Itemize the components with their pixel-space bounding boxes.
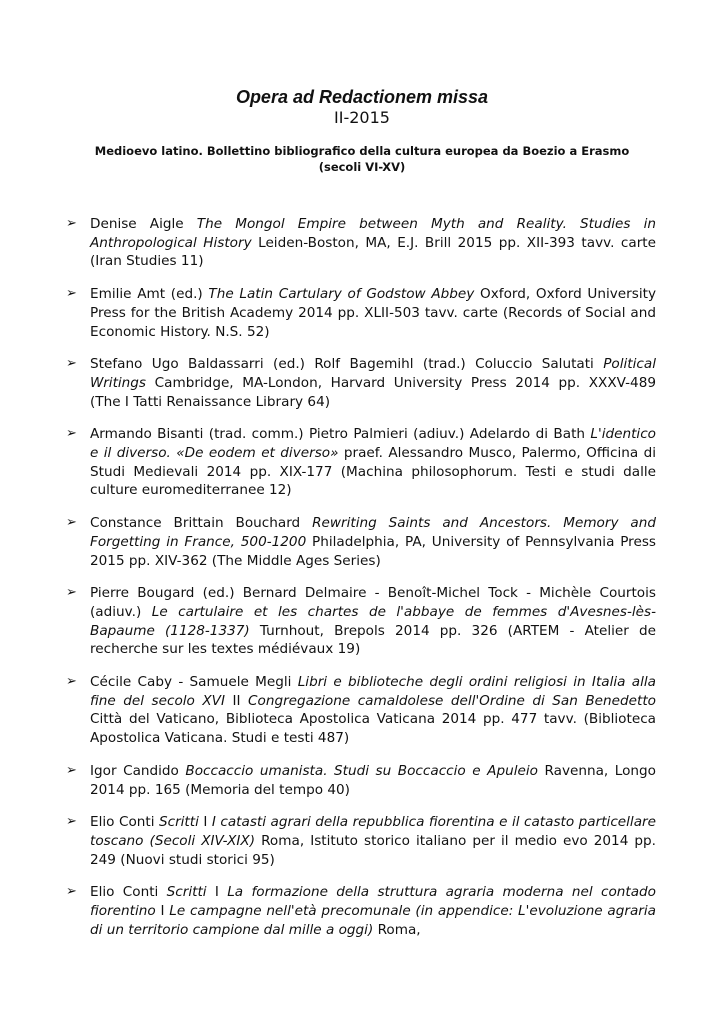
list-item: ➢ Denise Aigle The Mongol Empire between Myth and Reality. Studies in Anthropological History Leiden-Boston, MA, E.J. Brill 2015 pp. XII-393 tavv. carte (Iran Studies 11) [66, 216, 656, 270]
list-item: ➢ Igor Candido Boccaccio umanista. Studi su Boccaccio e Apuleio Ravenna, Longo 2014 pp. 165 (Memoria del tempo 40) [66, 762, 656, 798]
list-item: ➢ Constance Brittain Bouchard Rewriting Saints and Ancestors. Memory and Forgetting in France, 500-1200 Philadelphia, PA, University of Pennsylvania Press 2015 pp. XIV-362 (The Middle Ages Series) [66, 515, 656, 569]
bullet-arrow-icon: ➢ [66, 814, 77, 830]
issue-number: II-2015 [334, 108, 390, 127]
bullet-arrow-icon: ➢ [66, 286, 77, 302]
bullet-arrow-icon: ➢ [66, 356, 77, 372]
bullet-arrow-icon: ➢ [66, 762, 77, 778]
bullet-arrow-icon: ➢ [66, 884, 77, 900]
bibliography-list [66, 215, 656, 954]
list-item: ➢ Stefano Ugo Baldassarri (ed.) Rolf Bagemihl (trad.) Coluccio Salutati Political Writings Cambridge, MA-London, Harvard University Press 2014 pp. XXXV-489 (The I Tatti Renaissance Library 64) [66, 356, 656, 410]
list-item: ➢ Elio Conti Scritti I I catasti agrari della repubblica fiorentina e il catasto particellare toscano (Secoli XIV-XIX) Roma, Istituto storico italiano per il medio evo 2014 pp. 249 (Nuovi studi storici 95) [66, 814, 656, 868]
list-item: ➢ Elio Conti Scritti I La formazione della struttura agraria moderna nel contado fiorentino I Le campagne nell'età precomunale (in appendice: L'evoluzione agraria di un territorio campione dal mille a oggi) Roma, [66, 884, 657, 938]
list-item: ➢ Emilie Amt (ed.) The Latin Cartulary of Godstow Abbey Oxford, Oxford University Press for the British Academy 2014 pp. XLII-503 tavv. carte (Records of Social and Economic History. N.S. 52) [66, 286, 656, 340]
bullet-arrow-icon: ➢ [66, 515, 77, 531]
bullet-arrow-icon: ➢ [66, 585, 77, 601]
list-item: ➢ Pierre Bougard (ed.) Bernard Delmaire - Benoît-Michel Tock - Michèle Courtois (adiuv.) Le cartulaire et les chartes de l'abbaye de femmes d'Avesnes-lès-Bapaume (1128-1337) Turnhout, Brepols 2014 pp. 326 (ARTEM - Atelier de recherche sur les textes médiévaux 19) [66, 585, 657, 658]
page-title: Opera ad Redactionem missa [235, 87, 489, 107]
bullet-arrow-icon: ➢ [66, 674, 77, 690]
journal-subtitle: Medioevo latino. Bollettino bibliografico della cultura europea da Boezio a Erasmo (secoli VI-XV) [94, 144, 630, 174]
list-item: ➢ Armando Bisanti (trad. comm.) Pietro Palmieri (adiuv.) Adelardo di Bath L'identico e il diverso. «De eodem et diverso» praef. Alessandro Musco, Palermo, Officina di Studi Medievali 2014 pp. XIX-177 (Machina philosophorum. Testi e studi dalle culture euromediterranee 12) [66, 426, 656, 499]
list-item: ➢ Cécile Caby - Samuele Megli Libri e biblioteche degli ordini religiosi in Italia alla fine del secolo XVI II Congregazione camaldolese dell'Ordine di San Benedetto Città del Vaticano, Biblioteca Apostolica Vaticana 2014 pp. 477 tavv. (Biblioteca Apostolica Vaticana. Studi e testi 487) [66, 674, 656, 747]
bullet-arrow-icon: ➢ [66, 216, 77, 231]
bullet-arrow-icon: ➢ [66, 426, 77, 442]
